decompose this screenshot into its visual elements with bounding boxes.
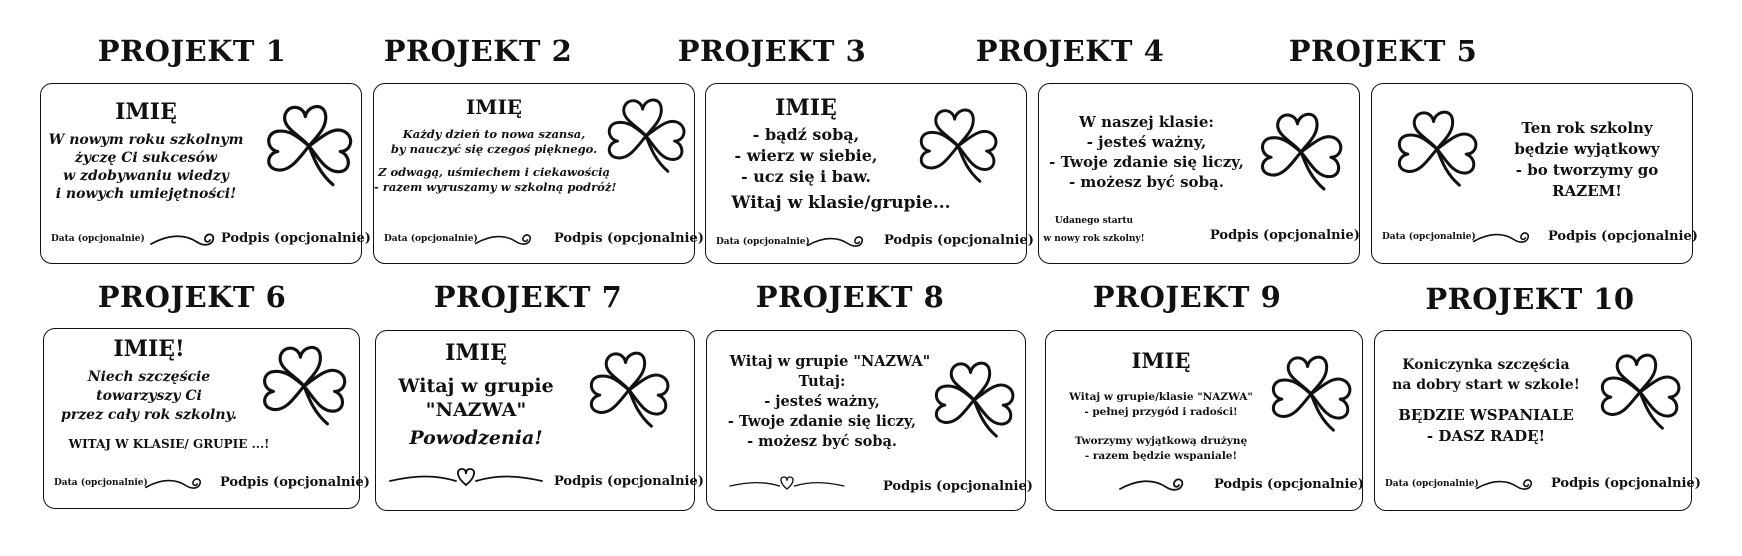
card-name: IMIĘ [465,95,523,119]
project-title: PROJEKT 3 [677,34,867,68]
clover-icon [263,100,355,192]
project-title: PROJEKT 2 [383,34,573,68]
clover-icon [1394,106,1480,192]
signature-label: Podpis (opcjonalnie) [1551,476,1701,491]
heart-ornament-icon [386,465,546,489]
date-label: Data (opcjonalnie) [54,478,148,488]
swirl-ornament-icon [144,472,214,494]
date-label: Data (opcjonalnie) [1385,479,1479,489]
card-line: - bądź sobą, [752,125,860,144]
clover-icon [1268,351,1354,437]
card-welcome: Witaj w klasie/grupie... [731,193,951,213]
card-project-7 [375,330,704,511]
card-line: RAZEM! [1552,182,1622,200]
card-line: W naszej klasie: [1079,113,1214,131]
card-line: przez cały rok szkolny. [61,407,237,423]
card-line: - możesz być sobą. [1068,173,1224,191]
card-line: Witaj w grupie "NAZWA" [729,353,931,370]
card-project-8 [706,330,1033,511]
card-project-2 [373,83,704,264]
card-small-note: Udanego startu [1054,216,1134,226]
date-label: Data (opcjonalnie) [1382,232,1476,242]
signature-label: Podpis (opcjonalnie) [884,233,1034,248]
card-project-9 [1045,330,1363,511]
card-line: "NAZWA" [425,399,527,421]
card-line: Niech szczęście [87,369,211,385]
card-project-10 [1374,330,1701,511]
card-line: życzę Ci sukcesów [74,150,218,166]
swirl-ornament-icon [1118,473,1198,495]
swirl-ornament-icon [806,230,876,252]
swirl-ornament-icon [1475,473,1545,495]
card-line: towarzyszy Ci [96,388,202,404]
signature-label: Podpis (opcjonalnie) [554,231,704,246]
card-welcome: WITAJ W KLASIE/ GRUPIE ...! [68,437,270,451]
card-name: IMIĘ [1131,348,1191,373]
card-line: - razem wyruszamy w szkolną podróż! [374,180,617,194]
card-line: - wierz w siebie, [734,146,878,165]
card-line: - jesteś ważny, [764,393,880,410]
signature-label: Podpis (opcjonalnie) [554,474,704,489]
project-title: PROJEKT 8 [755,280,945,314]
card-line: - Twoje zdanie się liczy, [727,413,917,430]
heart-ornament-icon [727,471,847,495]
card-line: Witaj w grupie [398,375,554,397]
card-project-3 [705,83,1034,264]
date-label: Data (opcjonalnie) [384,234,478,244]
card-line: w zdobywaniu wiedzy [63,168,229,184]
card-line: Koniczynka szczęścia [1402,357,1570,373]
card-line: na dobry start w szkole! [1392,377,1580,393]
clover-icon [259,341,349,431]
card-line: W nowym roku szkolnym [48,132,244,148]
clover-icon [1597,349,1683,435]
clover-icon [931,357,1017,443]
card-name: IMIĘ [115,99,177,125]
signature-label: Podpis (opcjonalnie) [883,479,1033,494]
project-title: PROJEKT 4 [975,34,1165,68]
signature-label: Podpis (opcjonalnie) [1214,477,1364,492]
card-line: Z odwagą, uśmiechem i ciekawością [378,165,610,179]
card-line: Każdy dzień to nowa szansa, [402,127,586,141]
card-project-5 [1371,83,1698,264]
card-line: - bo tworzymy go [1515,161,1659,179]
card-line: i nowych umiejętności! [55,186,237,202]
card-name: IMIĘ [775,95,837,121]
clover-icon [604,94,688,178]
signature-label: Podpis (opcjonalnie) [1210,228,1360,243]
card-project-1 [40,83,371,264]
project-title: PROJEKT 1 [97,34,287,68]
card-line: by nauczyć się czegoś pięknego. [390,142,598,156]
card-line: - pełnej przygód i radości! [1084,406,1238,418]
swirl-ornament-icon [474,228,544,250]
card-line: Tutaj: [798,373,846,390]
date-label: Data (opcjonalnie) [51,234,145,244]
card-closing: Powodzenia! [409,427,543,449]
card-line: Tworzymy wyjątkową drużynę [1074,435,1248,447]
card-line: - Twoje zdanie się liczy, [1049,153,1244,171]
signature-label: Podpis (opcjonalnie) [221,231,371,246]
card-line: będzie wyjątkowy [1514,140,1660,158]
card-project-6 [43,328,370,509]
signature-label: Podpis (opcjonalnie) [1548,229,1698,244]
card-line: - możesz być sobą. [747,433,897,450]
project-title: PROJEKT 7 [433,280,623,314]
project-title: PROJEKT 5 [1288,34,1478,68]
clover-icon [586,347,672,433]
project-title: PROJEKT 6 [97,280,287,314]
card-line: Witaj w grupie/klasie "NAZWA" [1069,391,1253,403]
clover-icon [916,104,1000,188]
clover-icon [1257,108,1345,196]
date-label: Data (opcjonalnie) [716,237,810,247]
card-line: - ucz się i baw. [740,167,871,186]
card-project-4 [1038,83,1360,264]
swirl-ornament-icon [1472,226,1542,248]
card-line: - jesteś ważny, [1086,133,1207,151]
card-name: IMIĘ [445,340,507,366]
swirl-ornament-icon [149,228,229,250]
card-line: - razem będzie wspaniale! [1084,450,1238,462]
card-name: IMIĘ! [113,336,185,362]
card-line: Ten rok szkolny [1521,119,1653,137]
project-title: PROJEKT 10 [1425,282,1635,316]
card-line: - DASZ RADĘ! [1426,427,1546,445]
signature-label: Podpis (opcjonalnie) [220,475,370,490]
project-title: PROJEKT 9 [1092,280,1282,314]
card-small-note: w nowy rok szkolny! [1043,234,1145,244]
card-line: BĘDZIE WSPANIALE [1398,406,1574,424]
